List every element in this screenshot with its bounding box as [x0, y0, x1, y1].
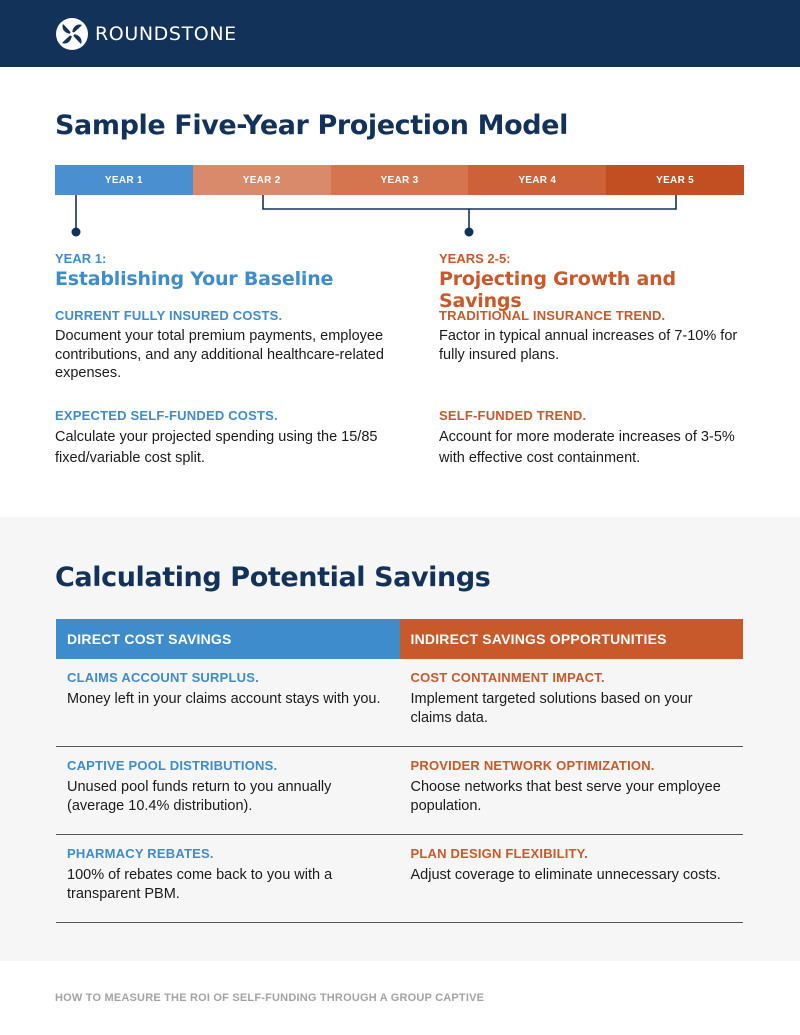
years2-5-eyebrow: YEARS 2-5:: [439, 251, 511, 266]
pinwheel-logo-icon: [55, 17, 89, 51]
footer-text: HOW TO MEASURE THE ROI OF SELF-FUNDING THROUGH A GROUP CAPTIVE: [55, 992, 485, 1004]
item-body: Account for more moderate increases of 3-5% with effective cost containment.: [439, 429, 735, 466]
item-heading: EXPECTED SELF-FUNDED COSTS.: [55, 408, 278, 423]
table-cell: [56, 747, 400, 834]
self-funded-trend-item: [439, 408, 759, 469]
item-body: Document your total premium payments, employee contributions, and any additional healthcare-related expenses.: [55, 328, 384, 381]
table-cell: [400, 659, 744, 746]
timeline-year-1: YEAR 1: [55, 165, 193, 195]
table-row: [56, 659, 743, 747]
cell-heading: PLAN DESIGN FLEXIBILITY.: [410, 846, 588, 861]
expected-self-funded-item: [55, 408, 395, 469]
years2-5-title: Projecting Growth and Savings: [439, 268, 676, 312]
item-heading: TRADITIONAL INSURANCE TREND.: [439, 308, 666, 323]
year1-title: Establishing Your Baseline: [55, 268, 334, 290]
year1-eyebrow: YEAR 1:: [55, 251, 107, 266]
years2-5-column: [439, 251, 759, 466]
table-header-row: [56, 619, 743, 659]
timeline-year-3: YEAR 3: [331, 165, 469, 195]
item-heading: SELF-FUNDED TREND.: [439, 408, 587, 423]
table-row: [56, 747, 743, 835]
indirect-savings-header: INDIRECT SAVINGS OPPORTUNITIES: [400, 619, 744, 659]
traditional-trend-item: [439, 308, 759, 364]
cell-heading: CLAIMS ACCOUNT SURPLUS.: [67, 670, 259, 685]
savings-table: [56, 619, 743, 923]
direct-savings-header: DIRECT COST SAVINGS: [56, 619, 400, 659]
cell-body: 100% of rebates come back to you with a transparent PBM.: [67, 867, 333, 902]
cell-body: Unused pool funds return to you annually (average 10.4% distribution).: [67, 779, 332, 814]
year1-dot-icon: [72, 228, 81, 237]
cell-heading: PHARMACY REBATES.: [67, 846, 214, 861]
timeline-year-4: YEAR 4: [468, 165, 606, 195]
timeline-year-2: YEAR 2: [193, 165, 331, 195]
header-bar: [0, 0, 800, 67]
table-cell: [400, 747, 744, 834]
item-body: Factor in typical annual increases of 7-10% for fully insured plans.: [439, 328, 738, 363]
savings-title: Calculating Potential Savings: [55, 562, 491, 593]
table-row: [56, 835, 743, 923]
timeline-connectors: [0, 190, 800, 250]
year1-column: [55, 251, 395, 466]
projection-title: Sample Five-Year Projection Model: [55, 110, 568, 141]
years2-5-bracket: [263, 195, 676, 209]
item-heading: CURRENT FULLY INSURED COSTS.: [55, 308, 283, 323]
cell-heading: COST CONTAINMENT IMPACT.: [410, 670, 605, 685]
table-cell: [56, 659, 400, 746]
brand-name: ROUNDSTONE: [95, 23, 237, 45]
cell-heading: CAPTIVE POOL DISTRIBUTIONS.: [67, 758, 278, 773]
years2-5-dot-icon: [465, 228, 474, 237]
cell-body: Implement targeted solutions based on your claims data.: [410, 691, 693, 726]
cell-body: Money left in your claims account stays with you.: [67, 691, 381, 707]
item-body: Calculate your projected spending using the 15/85 fixed/variable cost split.: [55, 429, 378, 466]
table-cell: [56, 835, 400, 922]
table-cell: [400, 835, 744, 922]
cell-heading: PROVIDER NETWORK OPTIMIZATION.: [410, 758, 655, 773]
brand-logo[interactable]: [55, 17, 237, 51]
cell-body: Adjust coverage to eliminate unnecessary costs.: [410, 867, 721, 883]
cell-body: Choose networks that best serve your employee population.: [410, 779, 721, 814]
current-insured-costs-item: [55, 308, 395, 383]
timeline-year-5: YEAR 5: [606, 165, 744, 195]
